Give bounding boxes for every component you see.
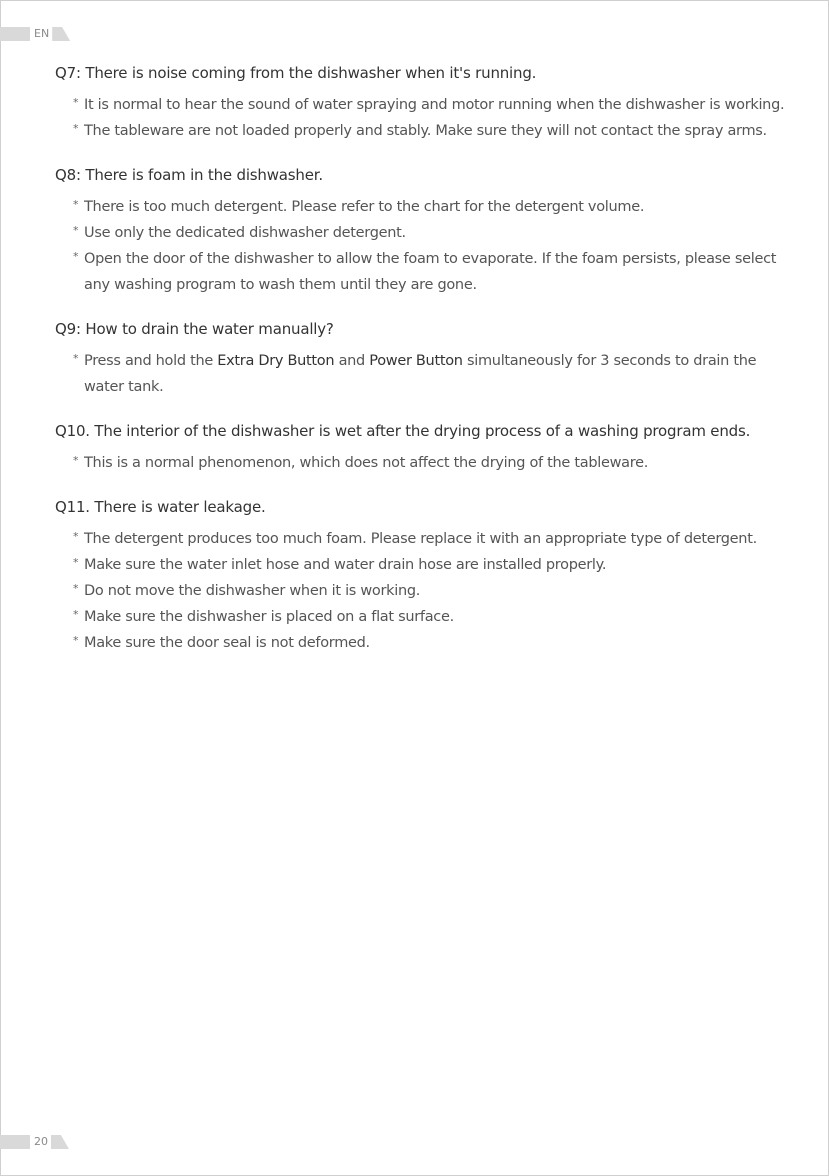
answer-text: The detergent produces too much foam. Please replace it with an appropriate type of detergent.: [84, 531, 757, 547]
answer-text: Use only the dedicated dishwasher detergent.: [84, 225, 406, 241]
bullet-star: *: [73, 96, 79, 109]
answer-list: [55, 92, 800, 144]
answer-text-after: simultaneously for 3 seconds to drain the water tank.: [84, 353, 757, 395]
answer-list: [55, 348, 800, 400]
answer-text-before: Press and hold the: [84, 353, 218, 369]
language-label: EN: [34, 27, 50, 40]
question-title: Q8: There is foam in the dishwasher.: [55, 166, 323, 184]
question-title: Q7: There is noise coming from the dishwasher when it's running.: [55, 64, 537, 82]
bullet-star: *: [73, 122, 79, 135]
bullet-star: *: [73, 198, 79, 211]
answer-item: [55, 220, 800, 246]
answer-text: Make sure the dishwasher is placed on a flat surface.: [84, 609, 454, 625]
bullet-star: *: [73, 608, 79, 621]
answer-text: Make sure the water inlet hose and water drain hose are installed properly.: [84, 557, 607, 573]
answer-item: [55, 526, 800, 552]
answer-item: [55, 552, 800, 578]
tab-bar: [0, 1135, 30, 1149]
bullet-star: *: [73, 352, 79, 365]
question-title: Q10. The interior of the dishwasher is wet after the drying process of a washing program ends.: [55, 422, 751, 440]
answer-item: [55, 630, 800, 656]
answer-item: [55, 450, 800, 476]
answer-text: There is too much detergent. Please refer to the chart for the detergent volume.: [84, 199, 645, 215]
bullet-star: *: [73, 224, 79, 237]
faq-question-q11: [55, 496, 800, 656]
answer-text: It is normal to hear the sound of water spraying and motor running when the dishwasher is working.: [84, 97, 785, 113]
answer-list: [55, 194, 800, 298]
power-button-term: Power Button: [369, 353, 463, 369]
answer-text: This is a normal phenomenon, which does not affect the drying of the tableware.: [84, 455, 648, 471]
bullet-star: *: [73, 250, 79, 263]
bullet-star: *: [73, 454, 79, 467]
answer-text: Make sure the door seal is not deformed.: [84, 635, 370, 651]
bullet-star: *: [73, 556, 79, 569]
faq-question-q10: [55, 420, 800, 476]
answer-item: [55, 348, 800, 400]
answer-list: [55, 450, 800, 476]
tab-bar: [0, 27, 30, 41]
bullet-star: *: [73, 582, 79, 595]
answer-item: [55, 118, 800, 144]
page-number-tab: [0, 1135, 69, 1149]
answer-item: [55, 246, 800, 298]
language-tab: [0, 27, 70, 41]
answer-list: [55, 526, 800, 656]
answer-item: [55, 578, 800, 604]
faq-content: [55, 62, 800, 676]
bullet-star: *: [73, 634, 79, 647]
question-title: Q11. There is water leakage.: [55, 498, 266, 516]
bullet-star: *: [73, 530, 79, 543]
answer-text: Do not move the dishwasher when it is working.: [84, 583, 421, 599]
faq-question-q8: [55, 164, 800, 298]
tab-wedge: [51, 1135, 69, 1149]
answer-text: The tableware are not loaded properly and stably. Make sure they will not contact the spray arms.: [84, 123, 767, 139]
page-number: 20: [34, 1135, 48, 1148]
answer-item: [55, 194, 800, 220]
extra-dry-button-term: Extra Dry Button: [217, 353, 335, 369]
answer-item: [55, 92, 800, 118]
tab-wedge: [52, 27, 70, 41]
answer-text: Open the door of the dishwasher to allow the foam to evaporate. If the foam persists, please select any washing program to wash them until they are gone.: [84, 251, 777, 293]
answer-item: [55, 604, 800, 630]
answer-text-middle: and: [334, 353, 370, 369]
question-title: Q9: How to drain the water manually?: [55, 320, 334, 338]
faq-question-q9: [55, 318, 800, 400]
faq-question-q7: [55, 62, 800, 144]
